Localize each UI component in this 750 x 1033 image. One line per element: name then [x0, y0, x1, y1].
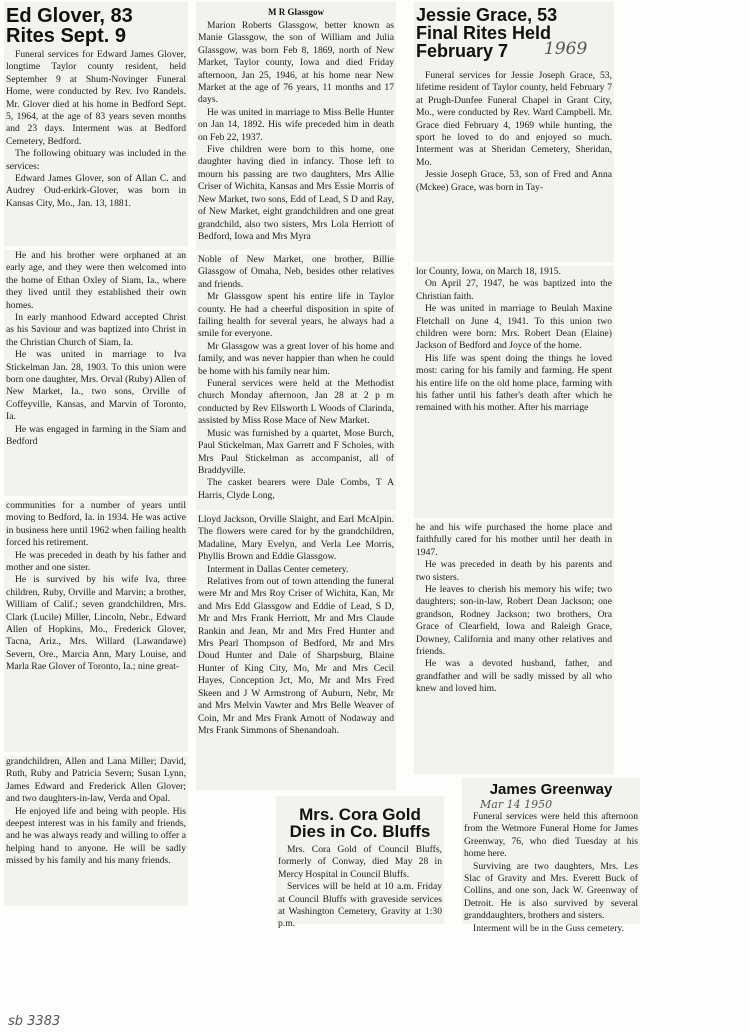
glassgow-clipping-1 — [196, 2, 396, 250]
grace-clipping-1 — [414, 2, 614, 262]
archive-code: sb 3383 — [8, 1014, 61, 1029]
paragraph: Five children were born to this home, one daughter having died in infancy. Those left to mourn his passing are two daughters, Mrs Allie Criser of Wichita, Kansas and Mrs Essie Morris of New Market, two sons, Edd of Lead, S D and Ray, of New Market, eight grandchildren and one great grandchild, also two sisters, Mrs Lola Herriott of Bedford, Iowa and Mrs Myra — [198, 144, 394, 242]
grace-clipping-3 — [414, 522, 614, 774]
glover-clipping-4 — [4, 756, 188, 906]
paragraph: The casket bearers were Dale Combs, T A Harris, Clyde Long, — [198, 477, 394, 501]
paragraph: he and his wife purchased the home place and faithfully cared for his mother until her death in 1947. — [416, 522, 612, 558]
paragraph: Edward James Glover, son of Allan C. and Audrey Oud-erkirk-Glover, was born in Kansas City, Mo., Jan. 13, 1881. — [6, 173, 186, 209]
paragraph: The following obituary was included in the services: — [6, 148, 186, 172]
paragraph: Mr Glassgow spent his entire life in Taylor county. He had a cheerful disposition in spite of failing health for several years, he always had a smile for everyone. — [198, 291, 394, 340]
greenway-handwritten-date: Mar 14 1950 — [480, 798, 553, 811]
grace-text-2 — [416, 266, 612, 415]
paragraph: Surviving are two daughters, Mrs. Les Slac of Gravity and Mrs. Everett Buck of Collins, and one son, Jack W. Greenway of Detroit. He is also survived by several granddaughters, brothers and sisters. — [464, 860, 638, 922]
paragraph: He was preceded in death by his parents and two sisters. — [416, 559, 612, 583]
paragraph: Marion Roberts Glassgow, better known as Manie Glassgow, the son of William and Julia Glassgow, was born Feb 8, 1869, north of New Market, Taylor county, Iowa and died Friday afternoon, Jan 25, 1946, at his home near New Market at the age of 76 years, 11 months and 17 days. — [198, 20, 394, 106]
gold-headline-line2: Dies in Co. Bluffs — [289, 822, 431, 841]
glassgow-headline: M R Glassgow — [268, 7, 324, 17]
paragraph: Funeral services were held this afternoon from the Wetmore Funeral Home for James Greenway, 76, who died Tuesday at his home here. — [464, 811, 638, 860]
paragraph: In early manhood Edward accepted Christ as his Saviour and was baptized into Christ in the Christian Church of Siam, Ia. — [6, 312, 186, 348]
gold-headline-line1: Mrs. Cora Gold — [299, 805, 421, 824]
glassgow-clipping-2 — [196, 254, 396, 510]
greenway-clipping — [462, 778, 640, 934]
glover-text-1 — [6, 49, 186, 210]
glassgow-text-3 — [198, 514, 394, 737]
greenway-headline: James Greenway — [489, 781, 613, 798]
paragraph: He and his brother were orphaned at an early age, and they were then welcomed into the home of Ethan Oxley of Siam, Ia., where they lived until they established their own homes. — [6, 250, 186, 311]
paragraph: Mr Glassgow was a great lover of his home and family, and was never happier than when he could be home with his family near him. — [198, 340, 394, 377]
glassgow-clipping-3 — [196, 514, 396, 790]
paragraph: Relatives from out of town attending the funeral were Mr and Mrs Roy Criser of Wichita, Kan, Mr and Mrs Edd Glassgow and Eddie of Lead, S D, Mr and Mrs Frank Herriott, Mr and Mrs Claude Rankin and Jean, Mr and Mrs Fred Hunter and Mrs Pearl Thompson of Bedford, Mr and Mrs Doud Hunter and Dale of Sharpsburg, Blaine Hunter of King City, Mo, Mr and Mrs Cecil Hayes, Conception Jct, Mo, Mr and Mrs Fred Skeen and J W Armstrong of Auburn, Nebr, Mr and Mrs Melvin Vawter and Mrs Belle Weaver of Coin, Mr and Mrs Frank Arnott of Nodaway and Mrs Frank Simmons of Shenandoah. — [198, 576, 394, 736]
gold-text — [278, 844, 442, 931]
glover-text-2 — [6, 250, 186, 449]
paragraph: He was engaged in farming in the Siam and Bedford — [6, 423, 186, 448]
glover-text-3 — [6, 500, 186, 674]
paragraph: He was preceded in death by his father and mother and one sister. — [6, 549, 186, 574]
paragraph: communities for a number of years until moving to Bedford, Ia. in 1934. He was active in business here until 1962 when failing health forced his retirement. — [6, 500, 186, 549]
paragraph: Interment in Dallas Center cemetery. — [207, 563, 349, 575]
paragraph: Music was furnished by a quartet, Mose Burch, Paul Stickelman, Max Garrett and F Scholes, with Mrs Paul Stickelman as accompanist, all of Braddyville. — [198, 427, 394, 476]
glassgow-text-2 — [198, 254, 394, 502]
paragraph: Interment will be in the Guss cemetery. — [473, 922, 624, 934]
paragraph: On April 27, 1947, he was baptized into the Christian faith. — [416, 278, 612, 302]
paragraph: His life was spent doing the things he loved most: caring for his family and farming. He spent his entire life on the old home place, farming with his father until his father's death after which he remained with his mother. After his marriage — [416, 352, 612, 414]
glover-headline-line1: Ed Glover, 83 — [6, 5, 133, 27]
grace-clipping-2 — [414, 266, 614, 518]
grace-headline-line1: Jessie Grace, 53 — [416, 5, 558, 25]
paragraph: He was united in marriage to Iva Stickelman Jan. 28, 1903. To this union were born one daughter, Mrs. Orval (Ruby) Allen of New Market, Ia., two sons, Orville of Coffeyville, Kansas, and Marvin of Toronto, Ia. — [6, 349, 186, 423]
paragraph: He was united in marriage to Beulah Maxine Fletchall on June 4, 1941. To this union two children were born: Mrs. Robert Dean (Elaine) Jackson of Bedford and Joyce of the home. — [416, 303, 612, 352]
glassgow-text-1 — [198, 20, 394, 243]
paragraph: Mrs. Cora Gold of Council Bluffs, formerly of Conway, died May 28 in Mercy Hospital in Council Bluffs. — [278, 844, 442, 880]
paragraph: lor County, Iowa, on March 18, 1915. — [416, 266, 561, 277]
paragraph: Funeral services were held at the Methodist church Monday afternoon, Jan 28 at 2 p m conducted by Rev Ellsworth L Woods of Clarinda, assisted by Miss Rose Mace of New Market. — [198, 378, 394, 427]
paragraph: He was united in marriage to Miss Belle Hunter on Jan 14, 1892. His wife preceded him in death on Feb 22, 1937. — [198, 106, 394, 143]
grace-headline-line3: February 7 — [416, 41, 509, 61]
paragraph: Services will be held at 10 a.m. Friday at Council Bluffs with graveside services at Washington Cemetery, Gravity at 1:30 p.m. — [278, 881, 442, 930]
glover-headline-line2: Rites Sept. 9 — [6, 25, 127, 47]
paragraph: He enjoyed life and being with people. His deepest interest was in his family and friends, and he was always ready and willing to offer a helping hand to anyone. He will be sadly missed by his family and his many friends. — [6, 805, 186, 867]
paragraph: He is survived by his wife Iva, three children, Ruby, Orville and Marvin; a brother, William of Calif.; seven grandchildren, Mrs. Clark (Lucile) Miller, Lincoln, Nebr., Edward Allen of Hopkins, Mo., Frederick Glover, Tacna, Ariz., Mrs. Willard (Lawandawe) Severn, Ore., Marcia Ann, Mary Louise, and Marla Rae Glover of Toronto, Ia.; nine great- — [6, 574, 186, 673]
grace-headline-line2: Final Rites Held — [416, 23, 552, 43]
glover-clipping-1 — [4, 2, 188, 246]
paragraph: Funeral services for Jessie Joseph Grace, 53, lifetime resident of Taylor county, held February 7 at Prugh-Dunfee Funeral Chapel in Grant City, Mo., were conducted by Rev. Ward Campbell. Mr. Grace died February 4, 1969 while hunting, the sport he loved to do and enjoyed so much. Interment was at Sheridan Cemetery, Sheridan, Mo. — [416, 70, 612, 168]
glover-clipping-3 — [4, 500, 188, 752]
paragraph: Lloyd Jackson, Orville Slaight, and Earl McAlpin. The flowers were cared for by the grandchildren, Madaline, Mary Evelyn, and Verla Lee Morris, Phyllis Brown and Eddie Glassgow. — [198, 514, 394, 563]
glover-text-4 — [6, 756, 186, 868]
paragraph: Funeral services for Edward James Glover, longtime Taylor county resident, held September 9 at Shum-Novinger Funeral Home, were conducted by Rev. Ivo Randels. Mr. Glover died at his home in Bedford Sept. 5, 1964, at the age of 83 years seven months and 23 days. Interment was at Bedford Cemetery, Bedford. — [6, 49, 186, 147]
paragraph: He leaves to cherish his memory his wife; two daughters; son-in-law, Robert Dean Jackson; one grandson, Rodney Jackson; two brothers, Ora Grace of Clearfield, Iowa and Raleigh Grace, Downey, California and many other relatives and friends. — [416, 584, 612, 658]
glover-clipping-2 — [4, 250, 188, 496]
paragraph: grandchildren, Allen and Lana Miller; David, Ruth, Ruby and Patricia Severn; Susan Lynn, James Edward and Frederick Allen Glover; and two daughters-in-law, Verda and Opal. — [6, 756, 186, 805]
greenway-text — [464, 811, 638, 935]
gold-clipping — [276, 796, 444, 930]
paragraph: Noble of New Market, one brother, Billie Glassgow of Omaha, Neb, besides other relatives and friends. — [198, 254, 394, 290]
paragraph: He was a devoted husband, father, and grandfather and will be sadly missed by all who knew and loved him. — [416, 658, 612, 695]
grace-text-1 — [416, 70, 612, 194]
paragraph: Jessie Joseph Grace, 53, son of Fred and Anna (Mckee) Grace, was born in Tay- — [416, 169, 612, 193]
grace-text-3 — [416, 522, 612, 696]
grace-handwritten-year: 1969 — [544, 39, 588, 59]
